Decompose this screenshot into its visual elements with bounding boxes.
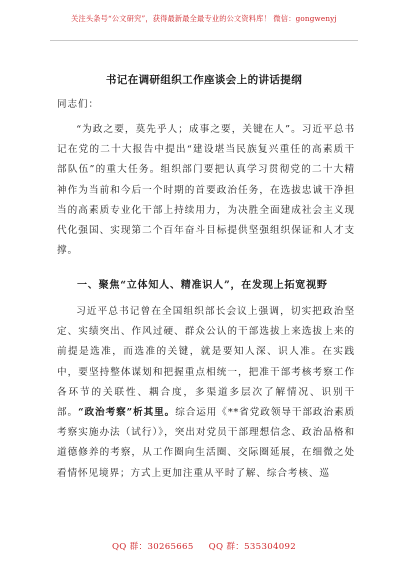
footer-contact — [0, 540, 408, 552]
paragraph-2-text-a: 习近平总书记曾在全国组织部长会议上强调，切实把政治坚定、实绩突出、作风过硬、群众公认的干部选拔上来选拔上来的前提是选准，而选准的关键，就是要知人深、识人准。在实践中，要坚持整体谋划和把握重点相统一，把准干部考核考察工作各环节的关联性、耦合度，多渠道多层次了解情况、识别干部。 — [57, 306, 355, 419]
paragraph-2-emphasis: “政治考察” — [78, 407, 134, 419]
paragraph-2-emphasis-tail: 析其里。 — [133, 407, 176, 419]
section-heading-1: 一、聚焦“立体知人、精准识人”，在发现上拓宽视野 — [77, 280, 328, 291]
paragraph-2 — [57, 302, 355, 484]
paragraph-1: “为政之要，莫先乎人；成事之要，关键在人”。习近平总书记在党的二十大报告中提出“建设堪当民族复兴重任的高素质干部队伍”的重大任务。组织部门要把认真学习贯彻党的二十大精神作为当前和今后一个时期的首要政治任务，在选拔忠诚干净担当的高素质专业化干部上持续用力，为决胜全面建成社会主义现代化强国、实现第二个百年奋斗目标提供坚强组织保证和人才支撑。 — [57, 124, 355, 257]
footer-qq-group-1: QQ 群：30265665 — [111, 542, 194, 552]
salutation: 同志们： — [57, 99, 100, 110]
header-divider — [50, 40, 358, 41]
header-banner: 关注头条号“公文研究”，获得最新最全最专业的公文资料库！ 微信：gongwenyj — [71, 14, 337, 23]
paragraph-2-text-b: 综合运用《**省党政领导干部政治素质考察实施办法（试行）》，突出对党员干部理想信念、政治品格和道德修养的考察，从工作圈向生活圈、交际圈延展，在细微之处看情怀见境界；方式上更加注重从平时了解、综合考核、巡 — [57, 407, 355, 479]
footer-qq-group-2: QQ 群：535304092 — [208, 542, 297, 552]
document-title: 书记在调研组织工作座谈会上的讲话提纲 — [105, 74, 303, 86]
